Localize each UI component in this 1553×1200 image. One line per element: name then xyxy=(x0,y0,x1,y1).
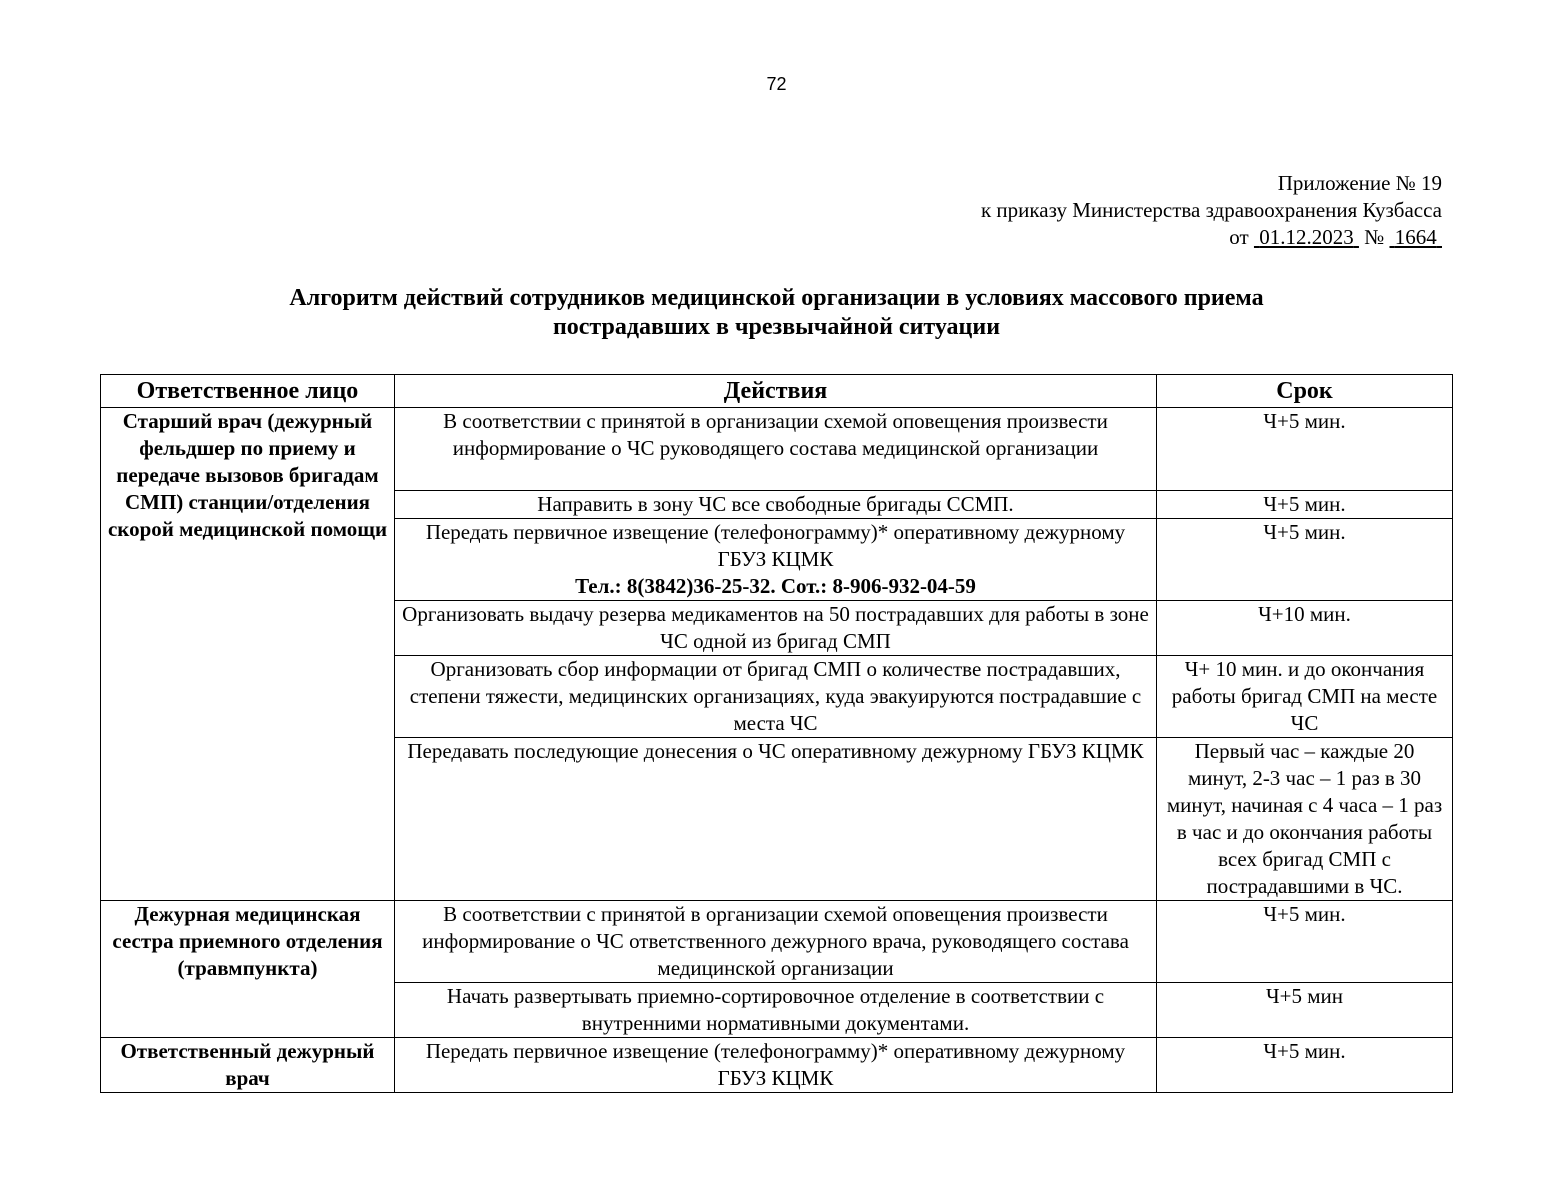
appendix-order: к приказу Министерства здравоохранения Кузбасса xyxy=(980,198,1442,222)
document-title xyxy=(100,284,1453,342)
responsible-cell: Ответственный дежурный врач xyxy=(101,1038,395,1093)
header-responsible: Ответственное лицо xyxy=(101,375,395,408)
action-cell: В соответствии с принятой в организации схемой оповещения произвести информирование о ЧС ответственного дежурного врача, руководящего состава медицинской организации xyxy=(395,901,1157,983)
order-number: 1664 xyxy=(1394,225,1437,249)
document-title-line1: Алгоритм действий сотрудников медицинской организации в условиях массового приема xyxy=(289,285,1264,311)
responsible-cell: Дежурная медицинская сестра приемного отделения (травмпункта) xyxy=(101,901,395,1038)
deadline-cell: Первый час – каждые 20 минут, 2-3 час – 1 раз в 30 минут, начиная с 4 часа – 1 раз в час и до окончания работы всех бригад СМП с пострадавшими в ЧС. xyxy=(1157,738,1453,901)
table-row xyxy=(101,408,1453,491)
table-row xyxy=(101,1038,1453,1093)
action-cell: Передать первичное извещение (телефонограмму)* оперативному дежурному ГБУЗ КЦМК xyxy=(395,1038,1157,1093)
algorithm-table xyxy=(100,374,1453,1093)
header-deadline: Срок xyxy=(1157,375,1453,408)
action-cell: Передавать последующие донесения о ЧС оперативному дежурному ГБУЗ КЦМК xyxy=(395,738,1157,901)
deadline-cell: Ч+5 мин. xyxy=(1157,901,1453,983)
action-cell xyxy=(395,519,1157,601)
page-number: 72 xyxy=(766,74,787,94)
date-prefix: от xyxy=(1229,225,1249,249)
deadline-cell: Ч+5 мин. xyxy=(1157,1038,1453,1093)
table-row xyxy=(101,901,1453,983)
action-cell: Организовать выдачу резерва медикаментов на 50 пострадавших для работы в зоне ЧС одной из бригад СМП xyxy=(395,601,1157,656)
action-cell: В соответствии с принятой в организации схемой оповещения произвести информирование о ЧС руководящего состава медицинской организации xyxy=(395,408,1157,491)
deadline-cell: Ч+ 10 мин. и до окончания работы бригад СМП на месте ЧС xyxy=(1157,656,1453,738)
appendix-header xyxy=(882,170,1442,251)
action-cell: Организовать сбор информации от бригад СМП о количестве пострадавших, степени тяжести, медицинских организациях, куда эвакуируются пострадавшие с места ЧС xyxy=(395,656,1157,738)
table-header-row xyxy=(101,375,1453,408)
document-title-line2: пострадавших в чрезвычайной ситуации xyxy=(552,314,1001,340)
responsible-cell: Старший врач (дежурный фельдшер по приему и передаче вызовов бригадам СМП) станции/отделения скорой медицинской помощи xyxy=(101,408,395,901)
action-cell: Направить в зону ЧС все свободные бригады ССМП. xyxy=(395,491,1157,519)
header-actions: Действия xyxy=(395,375,1157,408)
deadline-cell: Ч+5 мин. xyxy=(1157,519,1453,601)
order-date: 01.12.2023 xyxy=(1259,225,1354,249)
action-text: Передать первичное извещение (телефонограмму)* оперативному дежурному ГБУЗ КЦМК xyxy=(425,520,1126,571)
action-cell: Начать развертывать приемно-сортировочное отделение в соответствии с внутренними нормативными документами. xyxy=(395,983,1157,1038)
deadline-cell: Ч+5 мин. xyxy=(1157,491,1453,519)
deadline-cell: Ч+5 мин xyxy=(1157,983,1453,1038)
deadline-cell: Ч+10 мин. xyxy=(1157,601,1453,656)
appendix-date-line xyxy=(882,224,1442,251)
number-prefix: № xyxy=(1364,225,1385,249)
appendix-title: Приложение № 19 xyxy=(1277,171,1442,195)
deadline-cell: Ч+5 мин. xyxy=(1157,408,1453,491)
phone-numbers: Тел.: 8(3842)36-25-32. Сот.: 8-906-932-04-59 xyxy=(575,574,976,598)
